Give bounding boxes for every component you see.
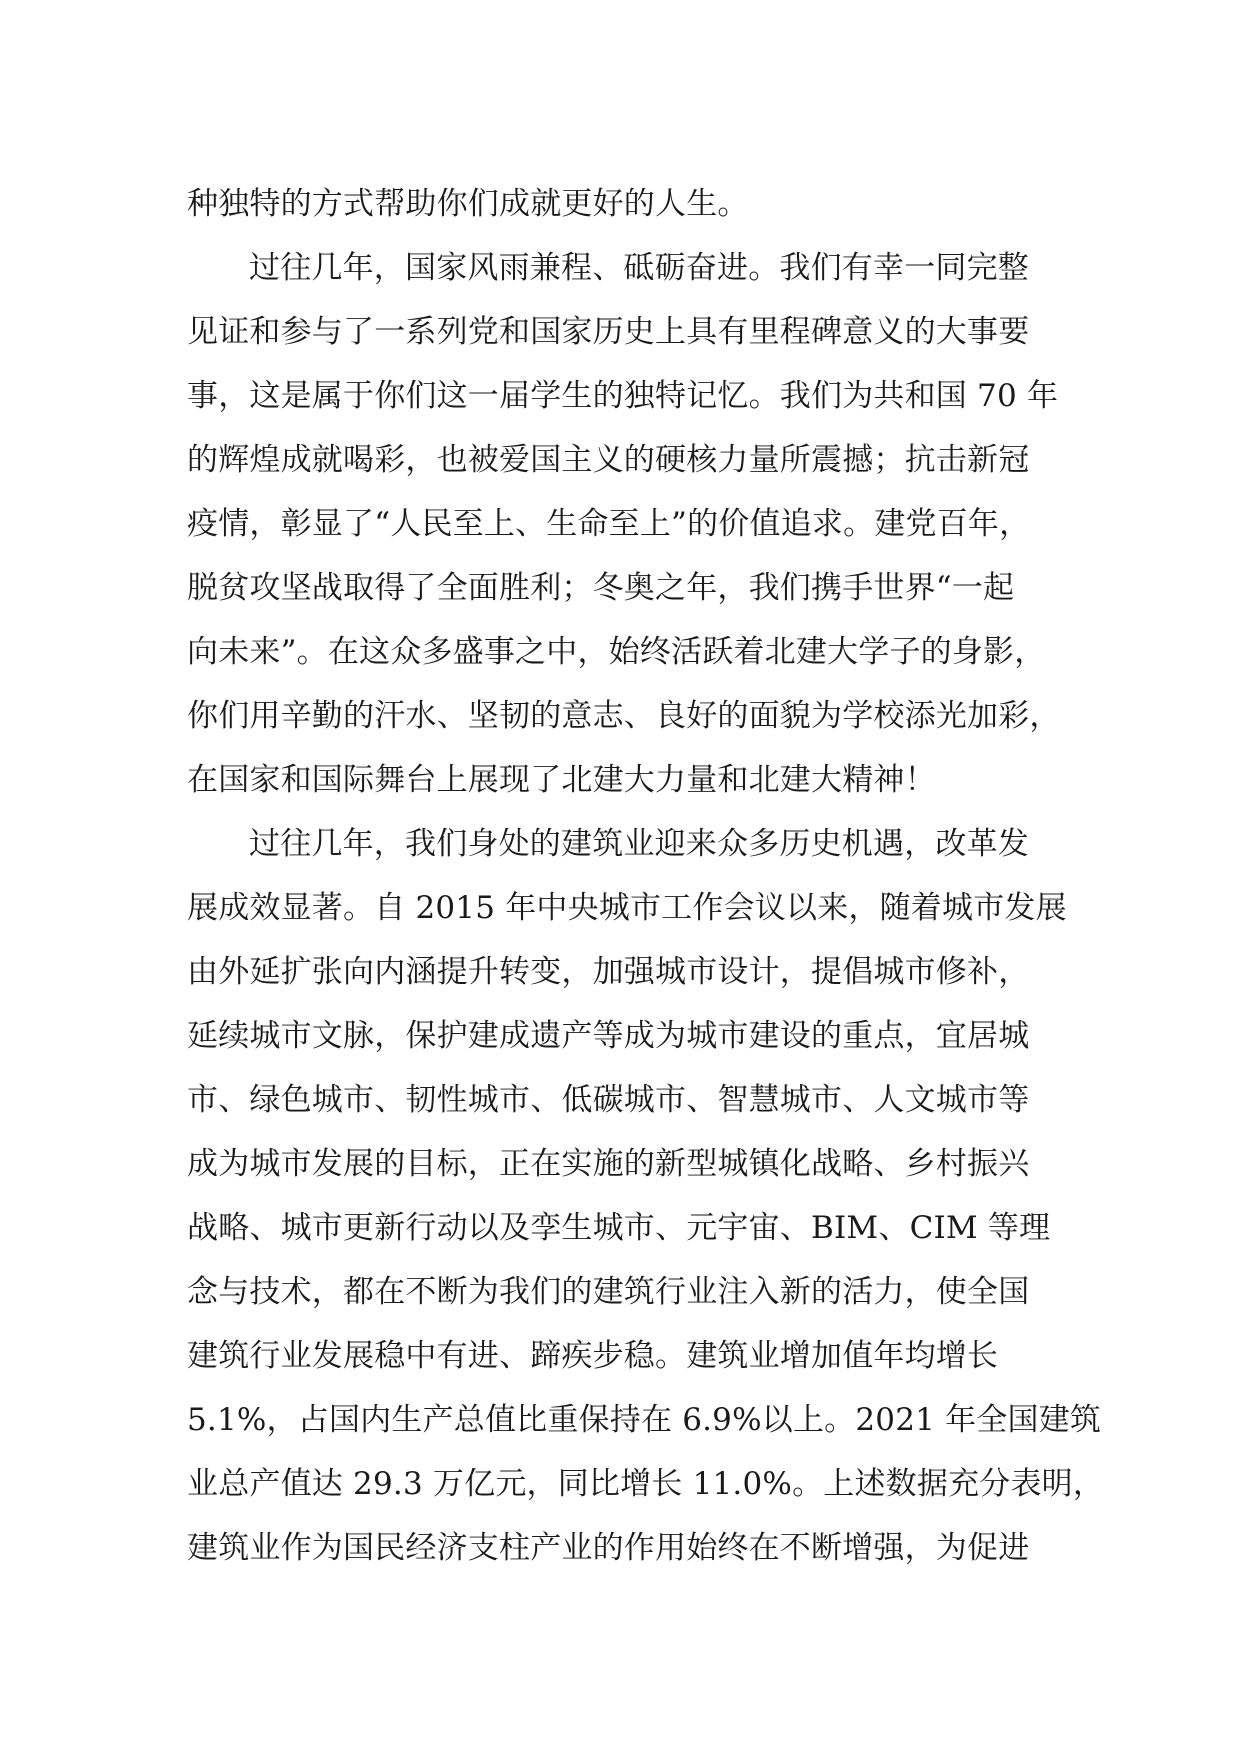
text-line: 疫情，彰显了“人民至上、生命至上”的价值追求。建党百年， [187,506,1031,542]
text-line: 成为城市发展的目标，正在实施的新型城镇化战略、乡村振兴 [187,1146,1030,1182]
text-line: 建筑行业发展稳中有进、蹄疾步稳。建筑业增加值年均增长 [187,1338,999,1374]
text-line: 展成效显著。自 2015 年中央城市工作会议以来，随着城市发展 [187,890,1067,926]
text-line: 见证和参与了一系列党和国家历史上具有里程碑意义的大事要 [187,314,1030,350]
text-line: 的辉煌成就喝彩，也被爱国主义的硬核力量所震撼；抗击新冠 [187,442,1030,478]
text-line: 你们用辛勤的汗水、坚韧的意志、良好的面貌为学校添光加彩， [187,698,1061,734]
paragraph-first-line: 过往几年，国家风雨兼程、砥砺奋进。我们有幸一同完整 [249,250,1029,286]
body-text [187,172,1105,1580]
text-line: 向未来”。在这众多盛事之中，始终活跃着北建大学子的身影， [187,634,1046,670]
text-line: 战略、城市更新行动以及孪生城市、元宇宙、BIM、CIM 等理 [187,1210,1051,1246]
text-line: 由外延扩张向内涵提升转变，加强城市设计，提倡城市修补， [187,954,1030,990]
text-line: 念与技术，都在不断为我们的建筑行业注入新的活力，使全国 [187,1274,1030,1310]
text-line: 建筑业作为国民经济支柱产业的作用始终在不断增强，为促进 [187,1530,1030,1566]
text-line: 种独特的方式帮助你们成就更好的人生。 [187,186,749,222]
paragraph-first-line: 过往几年，我们身处的建筑业迎来众多历史机遇，改革发 [249,826,1029,862]
text-line: 5.1%，占国内生产总值比重保持在 6.9%以上。2021 年全国建筑 [187,1402,1102,1438]
text-line: 市、绿色城市、韧性城市、低碳城市、智慧城市、人文城市等 [187,1082,1030,1118]
text-line: 在国家和国际舞台上展现了北建大力量和北建大精神！ [187,762,936,798]
text-line: 延续城市文脉，保护建成遗产等成为城市建设的重点，宜居城 [187,1018,1030,1054]
text-line: 事，这是属于你们这一届学生的独特记忆。我们为共和国 70 年 [187,378,1059,414]
text-line: 脱贫攻坚战取得了全面胜利；冬奥之年，我们携手世界“一起 [187,570,1015,606]
text-line: 业总产值达 29.3 万亿元，同比增长 11.0%。上述数据充分表明， [187,1466,1105,1502]
